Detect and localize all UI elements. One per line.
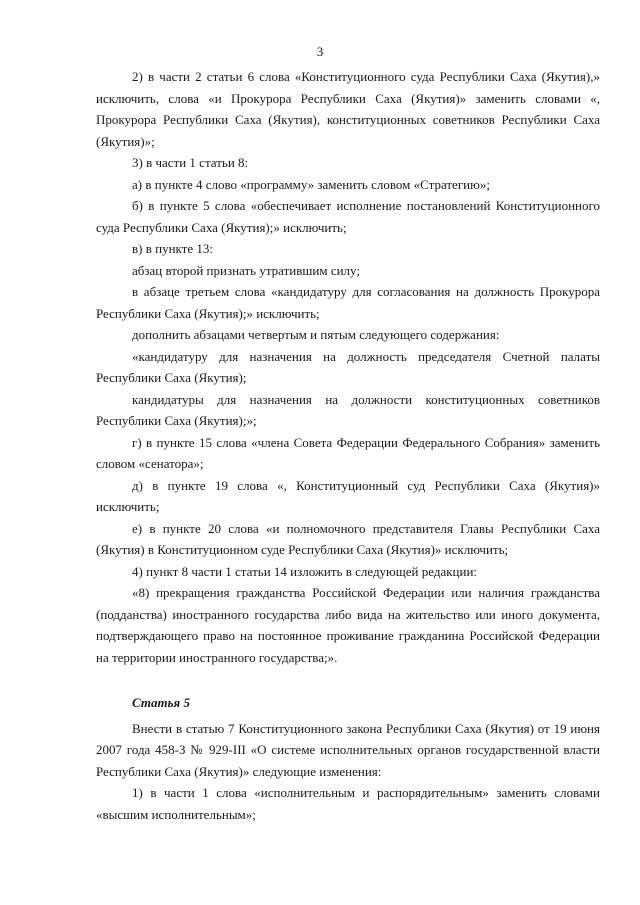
paragraph: а) в пункте 4 слово «программу» заменить словом «Стратегию»;: [132, 176, 490, 192]
paragraph: 4) пункт 8 части 1 статьи 14 изложить в следующей редакции:: [132, 563, 478, 579]
paragraph: е) в пункте 20 слова «и полномочного представителя Главы Республики Саха (Якутия) в Конституционном суде Республики Саха (Якутия)» исключить;: [96, 520, 600, 557]
paragraph: г) в пункте 15 слова «члена Совета Федерации Федерального Собрания» заменить словом «сенатора»;: [96, 434, 600, 471]
paragraph: Внести в статью 7 Конституционного закона Республики Саха (Якутия) от 19 июня 2007 года 458-З № 929-III «О системе исполнительных органов государственной власти Республики Саха (Якутия)» следующие изменения:: [96, 720, 600, 779]
paragraph: абзац второй признать утратившим силу;: [132, 262, 360, 278]
page-number: 3: [316, 44, 324, 59]
paragraph: кандидатуры для назначения на должности конституционных советников Республики Саха (Якутия);»;: [96, 391, 600, 428]
article-heading: Статья 5: [132, 695, 190, 710]
paragraph: 1) в части 1 слова «исполнительным и распорядительным» заменить словами «высшим исполнительным»;: [96, 785, 600, 822]
paragraph: д) в пункте 19 слова «, Конституционный суд Республики Саха (Якутия)» исключить;: [96, 477, 600, 514]
paragraph: «8) прекращения гражданства Российской Федерации или наличия гражданства (подданства) иностранного государства либо вида на жительство или иного документа, подтверждающего право на постоянное проживание гражданина Российской Федерации на территории иностранного государства;».: [96, 585, 600, 665]
document-body: [96, 66, 600, 825]
paragraph: дополнить абзацами четвертым и пятым следующего содержания:: [132, 327, 500, 342]
paragraph: 2) в части 2 статьи 6 слова «Конституционного суда Республики Саха (Якутия),» исключить, слова «и Прокурора Республики Саха (Якутия)» заменить словами «, Прокурора Республики Саха (Якутия), конституционных советников Республики Саха (Якутия)»;: [96, 69, 600, 149]
paragraph: в) в пункте 13:: [132, 241, 213, 256]
paragraph: 3) в части 1 статьи 8:: [132, 155, 249, 170]
paragraph: «кандидатуру для назначения на должность председателя Счетной палаты Республики Саха (Якутия);: [96, 348, 600, 385]
paragraph: в абзаце третьем слова «кандидатуру для согласования на должность Прокурора Республики Саха (Якутия);» исключить;: [96, 284, 600, 321]
paragraph: б) в пункте 5 слова «обеспечивает исполнение постановлений Конституционного суда Республики Саха (Якутия);» исключить;: [96, 198, 600, 235]
